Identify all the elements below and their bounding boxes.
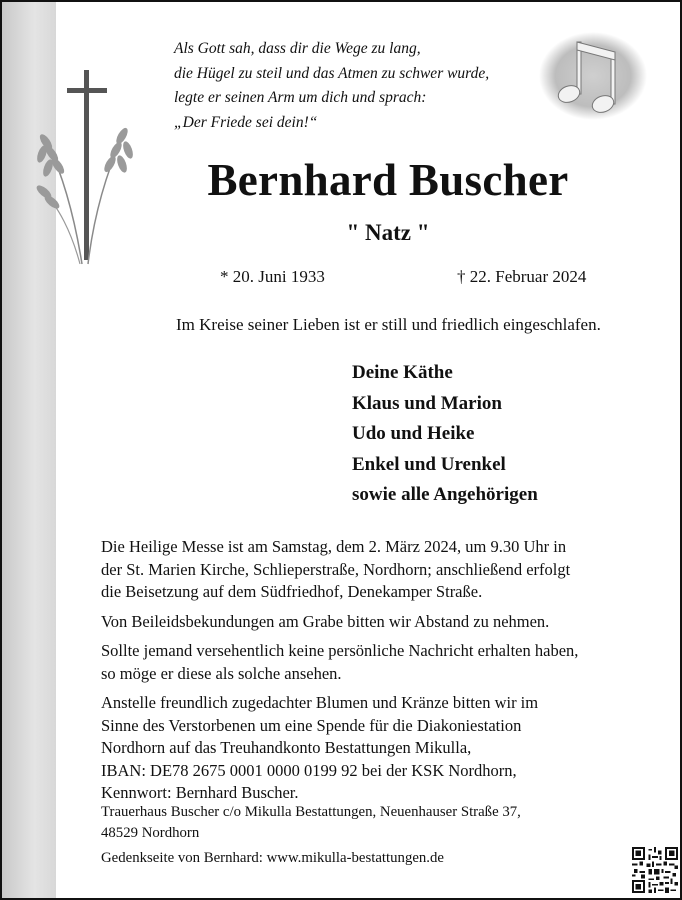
poem-line: „Der Friede sei dein!“ (174, 113, 318, 131)
funeral-details (101, 529, 661, 812)
address-line: 48529 Nordhorn (101, 825, 200, 841)
music-note-icon (537, 30, 649, 122)
poem (174, 37, 544, 135)
text-line: Sinne des Verstorbenen um eine Spende für die Diakoniestation (101, 715, 522, 735)
lead-text: Im Kreise seiner Lieben ist er still und friedlich eingeschlafen. (176, 315, 601, 334)
text-line: Die Heilige Messe ist am Samstag, dem 2. März 2024, um 9.30 Uhr in (101, 537, 567, 556)
poem-line: Als Gott sah, dass dir die Wege zu lang, (174, 40, 421, 57)
text-line: Kennwort: Bernhard Buscher. (101, 783, 299, 802)
mourners-list (352, 358, 538, 511)
mourner-entry: Enkel und Urenkel (352, 453, 506, 475)
mourner-entry: Udo und Heike (352, 423, 475, 444)
text-line: so möge er diese als solche ansehen. (101, 663, 342, 683)
deceased-nickname: " Natz " (346, 220, 430, 245)
deceased-name: Bernhard Buscher (207, 155, 569, 205)
text-line: Anstelle freundlich zugedachter Blumen und Kränze bitten wir im (101, 693, 539, 712)
birth-date: * 20. Juni 1933 (220, 267, 325, 286)
mourner-entry: sowie alle Angehörigen (352, 484, 538, 505)
text-line: IBAN: DE78 2675 0001 0000 0199 92 bei der KSK Nordhorn, (101, 760, 517, 780)
mourner-entry: Klaus und Marion (352, 392, 502, 414)
poem-line: legte er seinen Arm um dich und sprach: (174, 89, 427, 106)
poem-line: die Hügel zu steil und das Atmen zu schwer wurde, (174, 64, 490, 82)
qr-code-icon[interactable] (632, 847, 678, 893)
text-line: die Beisetzung auf dem Südfriedhof, Denekamper Straße. (101, 582, 483, 601)
memorial-page-link[interactable]: Gedenkseite von Bernhard: www.mikulla-bestattungen.de (101, 850, 444, 866)
funeral-home-address (101, 802, 521, 844)
text-line: der St. Marien Kirche, Schlieperstraße, Nordhorn; anschließend erfolgt (101, 559, 571, 579)
text-line: Von Beileidsbekundungen am Grabe bitten wir Abstand zu nehmen. (101, 611, 550, 631)
mourner-entry: Deine Käthe (352, 362, 453, 383)
address-line: Trauerhaus Buscher c/o Mikulla Bestattungen, Neuenhauser Straße 37, (101, 804, 521, 820)
text-line: Nordhorn auf das Treuhandkonto Bestattungen Mikulla, (101, 738, 472, 757)
text-line: Sollte jemand versehentlich keine persönliche Nachricht erhalten haben, (101, 641, 579, 660)
death-date: † 22. Februar 2024 (457, 267, 587, 286)
